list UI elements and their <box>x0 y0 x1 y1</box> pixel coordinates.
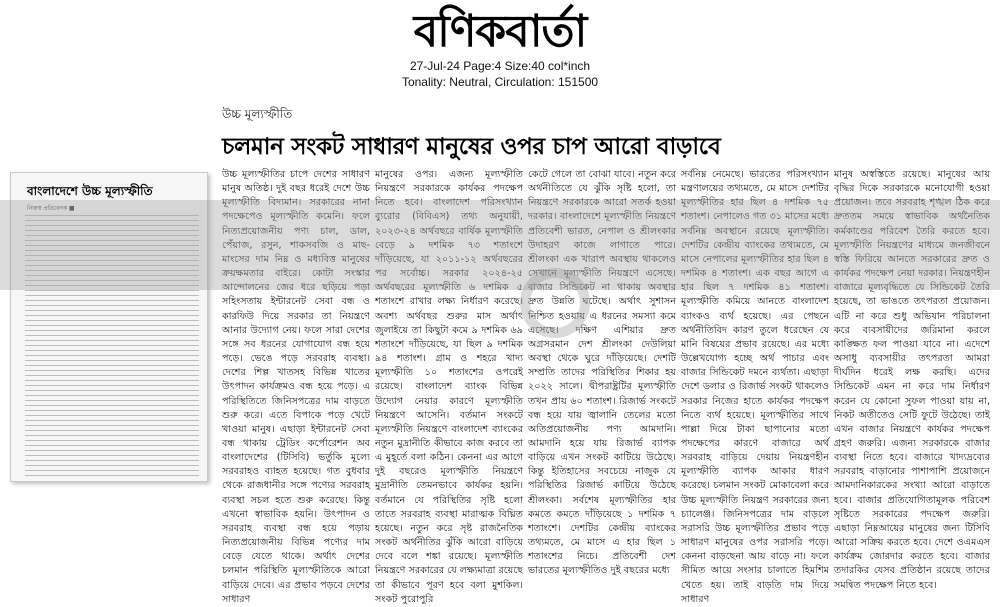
article-column-5: মানুষ অস্বস্তিতে রয়েছে। মানুষের আয় বৃদ্ধির দিকে সরকারকে মনোযোগী হওয়া প্রয়োজন। তবে সরবরাহ শৃঙ্খল ঠিক করে দ্রুততম সময়ে স্বাভাবিক অর্থনৈতিক কর্মকাণ্ডের পরিবেশ তৈরি করতে হবে। মূল্যস্ফীতি নিয়ন্ত্রণের মাধ্যমে জনজীবনে স্বস্তি ফিরিয়ে আনতে সরকারের দ্রুত ও কার্যকর পদক্ষেপ নেয়া দরকার। নিয়ন্ত্রণহীন বাজারে মূল্যবৃদ্ধিতে যে সিন্ডিকেট তৈরি হয়েছে, তা ভাঙতে তৎপরতা প্রয়োজন। এটি না করে শুধু অভিযান পরিচালনা করে ব্যবসায়ীদের জরিমানা করলে কাঙ্ক্ষিত ফল পাওয়া যাবে না। এদেশে অসাধু ব্যবসায়ীর তৎপরতা আমরা দীর্ঘদিন ধরেই লক্ষ করছি। এদের সিন্ডিকেট এমন না করে দাম নির্ধারণ করেন যে কোনো সুফল পাওয়া যায় না, নিকট অতীতেও সেটি ফুটে উঠেছে। তাই এখন বাজার নিয়ন্ত্রণে কার্যকর পদক্ষেপ গ্রহণ জরুরি। এজন্য সরকারকে বাজার ব্যবস্থা নিতে হবে। বাজারে খাদ্যদ্রব্যের সরবরাহ বাড়ানোর পাশাপাশি প্রয়োজনে আমদানিকারকের সংখ্যা আরো বাড়াতে হবে। বাজার প্রতিযোগিতামূলক পরিবেশ সৃষ্টিতে সরকারের পদক্ষেপ জরুরি। এছাড়া নিম্নআয়ের মানুষের জন্য টিসিবি আরো সক্রিয় করতে হবে। দেশে ওএমএস কার্যক্রম জোরদার করতে হবে। বাজার তদারকির যেসব প্রতিষ্ঠান রয়েছে তাদের সমন্বিত পদক্ষেপ নিতে হবে। <box>834 169 990 591</box>
thumbnail-text-lines <box>25 215 199 477</box>
clipping-meta-page-size: 27-Jul-24 Page:4 Size:40 col*inch <box>409 59 591 73</box>
thumbnail-byline: নিজস্ব প্রতিবেদক ■ <box>27 205 75 212</box>
article-column-3: কেটে গেলে তা বোঝা যাবে। নতুন করে অর্থনীতিতে যে ঝুঁকি সৃষ্টি হলো, তা নিয়ন্ত্রণে সরকারকে আরো সতর্ক হওয়া দরকার। বাংলাদেশে মূল্যস্ফীতি নিয়ন্ত্রণে প্রতিবেশী ভারত, নেপাল ও শ্রীলংকার উদাহরণ কাজে লাগাতে পারে। শ্রীলংকা এক খারাপ অবস্থায় থাকলেও সেখানে মূল্যস্ফীতি নিয়ন্ত্রণে এসেছে। বাজার সিন্ডিকেট না থাকায় অবস্থার দ্রুত উন্নতি ঘটেছে। অর্থাৎ সুশাসন নিশ্চিত হওয়ায় এ ধরনের সমস্যা কমে এসেছে। দক্ষিণ এশিয়ার দ্রুত অগ্রসরমান দেশ শ্রীলংকা দেউলিয়া অবস্থা থেকে ঘুরে দাঁড়িয়েছে। দেশটি সম্প্রতি তাদের পরিস্থিতির শিকার হয় ২০২২ সালে। দ্বীপরাষ্ট্রটির মূল্যস্ফীতি তখন প্রায় ৬০ শতাংশ। রিজার্ভ সংকটে বন্ধ হয়ে যায় জ্বালানি তেলের মতো অতিপ্রয়োজনীয় পণ্য আমদানি। আমদানি হয়ে যায় রিজার্ভ ব্যাপক বাড়িয়ে এখন সংকট কাটিয়ে উঠেছে। কিন্তু ইতিহাসের সবচেয়ে নাজুক যে পরিস্থিতির রিজার্ভ কাটিয়ে উঠেছে শ্রীলংকা। সর্বশেষ মূল্যস্ফীতির হার কমতে কমতে দাঁড়িয়েছে ১ দশমিক ৭ শতাংশে। দেশটির কেন্দ্রীয় ব্যাংকের তথ্যমতে, মে মাসে এ হার ছিল ১ শতাংশের নিচে। প্রতিবেশী দেশ ভারতের মূল্যস্ফীতিও দুই বছরের মধ্যে <box>528 169 676 577</box>
article-kicker: উচ্চ মূল্যস্ফীতি <box>222 107 293 121</box>
watermark-logo-icon <box>520 268 590 338</box>
article-column-4: সর্বনিম্ন নেমেছে। ভারতের পরিসংখ্যান মন্ত্রণালয়ের তথ্যমতে, মে মাসে দেশটির মূল্যস্ফীতির হার ছিল ৪ দশমিক ৭৫ শতাংশ। নেপালেও গত ৩১ মাসের মধ্যে সর্বনিম্ন অবস্থানে রয়েছে মূল্যস্ফীতি। দেশটির কেন্দ্রীয় ব্যাংকের তথ্যমতে, মে মাসে নেপালের মূল্যস্ফীতির হার ছিল ৪ দশমিক ৪ শতাংশ। এক বছর আগে এ হার ছিল ৭ দশমিক ৪১ শতাংশ। মূল্যস্ফীতি কমিয়ে আনতে বাংলাদেশ ব্যাংকও ব্যর্থ হয়েছে। এর পেছনে অর্থনীতিবিদ কারণ তুলে ধরেছেন যে মানি বিষয়ের প্রভাব রয়েছে। এর মধ্যে উল্লেখযোগ্য হচ্ছে অর্থ পাচার এবং বাজার সিন্ডিকেট দমনে ব্যর্থতা। এছাড়া দেশে ডলার ও রিজার্ভ সংকট থাকলেও সরকার নিজের হাতে কার্যকর পদক্ষেপ নিতে ব্যর্থ হয়েছে। মূল্যস্ফীতির সাথে পাল্লা দিয়ে টাকা ছাপানোর মতো পদক্ষেপের কারণে বাজারে অর্থ সরবরাহ বাড়িয়ে দেয়ায় নিয়ন্ত্রণহীন মূল্যস্ফীতি ব্যাপক আকার ধারণ করেছে। চলমান সংকট মোকাবেলা করে উচ্চ মূল্যস্ফীতি নিয়ন্ত্রণ সরকারের জন্য চ্যালেঞ্জ। জিনিসপত্রের দাম বাড়লে সরাসরি উচ্চ মূল্যস্ফীতির প্রভাব পড়ে সাধারণ মানুষের ওপর সরাসরি পড়ে। কেননা বাড়ছেনা আয় বাড়ে না। ফলে সীমিত আয়ে সংসার চালাতে হিমশিম খেতে হয়। তাই বাড়তি দাম দিয়ে সাধারণ <box>681 169 829 605</box>
thumbnail-title: বাংলাদেশে উচ্চ মূল্যস্ফীতি <box>27 184 153 198</box>
masthead-logo: বণিকবার্তা <box>413 6 587 57</box>
clipping-meta-tonality: Tonality: Neutral, Circulation: 151500 <box>401 75 599 89</box>
report-thumbnail-image <box>10 172 208 482</box>
article-column-2: মানুষের ওপর। এজন্য মূল্যস্ফীতি নিয়ন্ত্রণে সরকারকে কার্যকর পদক্ষেপ নিতে হবে। বাংলাদেশ পরিসংখ্যান ব্যুরোর (বিবিএস) তথ্য অনুযায়ী, ২০২৩-২৪ অর্থবছরে বার্ষিক মূল্যস্ফীতি বেড়ে ৯ দশমিক ৭৩ শতাংশে দাঁড়িয়েছে, যা ২০১১-১২ অর্থবছরের পর সর্বোচ্চ। সরকার ২০২৪-২৫ অর্থবছরের মূল্যস্ফীতি ৬ দশমিক ৫ শতাংশে রাখার লক্ষ্য নির্ধারণ করেছে। অবশ্য অর্থবছর শুরুর মাস অর্থাৎ জুলাইয়ে তা কিছুটা কমে ৯ দশমিক ৬৯ শতাংশে দাঁড়িয়েছে, যা ছিল ৯ দশমিক ৯৪ শতাংশ। গ্রাম ও শহরে খাদ্য মূল্যস্ফীতি ১০ শতাংশের ওপরেই রয়েছে। বাংলাদেশ ব্যাংক বিভিন্ন উদ্যোগ নেয়ার কারণে মূল্যস্ফীতি নিয়ন্ত্রণে আসেনি। বর্তমান সংকটে মূল্যস্ফীতি নিয়ন্ত্রণে বাংলাদেশ ব্যাংকের নতুন মুদ্রানীতি কীভাবে কাজ করবে তা এ মুহূর্তে বলা কঠিন। কেননা এর আগে দুই বছরেও মূল্যস্ফীতি নিয়ন্ত্রণে মুদ্রানীতি তেমনভাবে কার্যকর হয়নি। বর্তমানে যে পরিস্থিতির সৃষ্টি হলো তাতে সরবরাহ ব্যবস্থা মারাত্মক বিঘ্নিত হয়েছে। নতুন করে সৃষ্ট রাজনৈতিক সংকট অর্থনীতির ঝুঁকি আরো বাড়িয়ে দেবে বলে শঙ্কা রয়েছে। মূল্যস্ফীতি নিয়ন্ত্রণে সরকারের যে লক্ষ্যমাত্রা রয়েছে তা কীভাবে পূরণ হবে বলা মুশকিল। সংকট পুরোপুরি <box>375 169 523 605</box>
article-column-1: উচ্চ মূল্যস্ফীতির চাপে দেশের সাধারণ মানুষ অতিষ্ঠ। দুই বছর ধরেই দেশে উচ্চ মূল্যস্ফীতি বিদ্যমান। সরকারের নানা পদক্ষেপেও মূল্যস্ফীতি কমেনি। ফলে নিত্যপ্রয়োজনীয় পণ্য চাল, ডাল, পেঁয়াজ, রসুন, শাকসবজি ও মাছ-মাংসের দাম নিম্ন ও মধ্যবিত্ত মানুষের ক্রয়ক্ষমতার বাইরে। কোটা সংস্কার আন্দোলনের জের ধরে ছড়িয়ে পড়া সহিংসতায় ইন্টারনেট সেবা বন্ধ ও কারফিউ দিয়ে সরকার তা নিয়ন্ত্রণে আনার উদ্যোগ নেয়। ফলে সারা দেশের সঙ্গে সব ধরনের যোগাযোগ বন্ধ হয়ে পড়ে। ভেঙে পড়ে সরবরাহ ব্যবস্থা। দেশের শিল্প খাতসহ বিভিন্ন খাতের উৎপাদন কার্যক্রমও বন্ধ হয়ে পড়ে। এ পরিস্থিতিতে জিনিসপত্রের দাম বাড়তে শুরু করে। এতে বিপাকে পড়ে খেটে খাওয়া মানুষ। এছাড়া ইন্টারনেট সেবা বন্ধ থাকায় ট্রেডিং কর্পোরেশন অব বাংলাদেশের (টিসিবি) ভর্তুকি মূল্যে সরবরাহও ব্যাহত হয়েছে। গত বুধবার থেকে রাজধানীর সঙ্গে পণ্যের সরবরাহ ব্যবস্থা সচল হতে শুরু করেছে। কিন্তু এখনো স্বাভাবিক হয়নি। উৎপাদন ও সরবরাহ ব্যবস্থা বন্ধ হয়ে পড়ায় নিত্যপ্রয়োজনীয় বিভিন্ন পণ্যের দাম বেড়ে যেতে থাকে। অর্থাৎ দেশের চলমান পরিস্থিতি মূল্যস্ফীতিকে আরো বাড়িয়ে দেবে। এর প্রভাব পড়বে দেশের সাধারণ <box>222 169 370 605</box>
article-headline: চলমান সংকট সাধারণ মানুষের ওপর চাপ আরো বাড়াবে <box>222 134 721 160</box>
